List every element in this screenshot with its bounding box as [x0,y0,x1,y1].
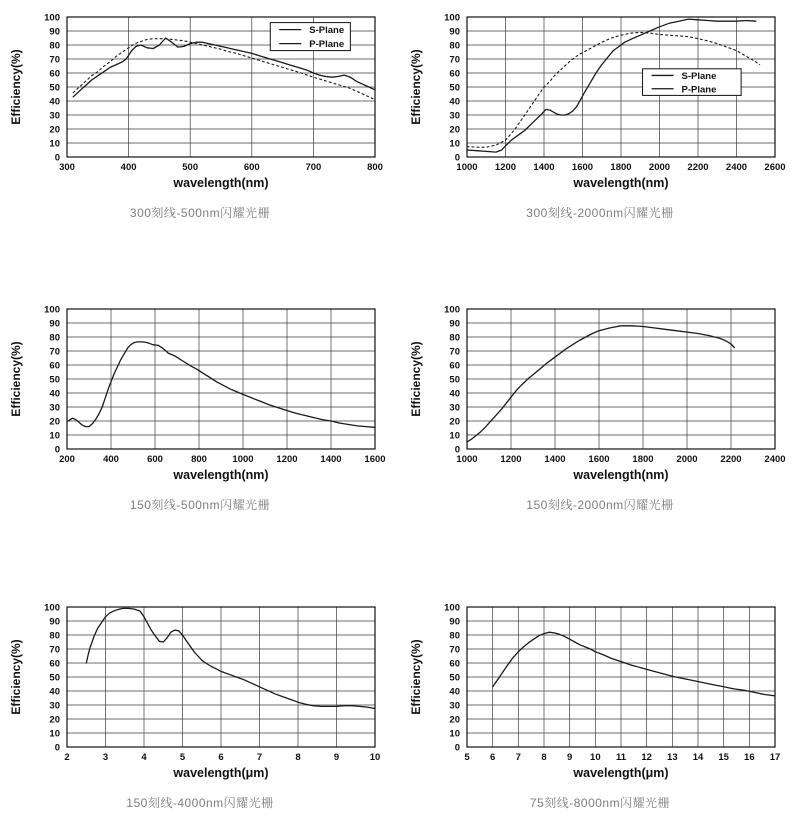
svg-text:50: 50 [49,672,60,684]
svg-text:30: 30 [49,700,60,712]
svg-text:1200: 1200 [494,162,517,173]
x-axis-label: wavelength(μm) [573,766,669,780]
svg-text:80: 80 [449,332,460,344]
svg-text:60: 60 [449,68,460,80]
svg-text:4: 4 [141,752,147,763]
plot-grid [67,309,375,449]
svg-text:70: 70 [449,54,460,66]
svg-text:40: 40 [49,96,60,108]
svg-text:50: 50 [449,82,460,94]
svg-text:8: 8 [295,752,301,763]
svg-text:20: 20 [449,124,460,136]
svg-text:10: 10 [49,728,60,740]
series-efficiency-line [493,632,775,696]
svg-text:10: 10 [49,430,60,442]
svg-text:17: 17 [769,752,781,763]
svg-text:60: 60 [49,360,60,372]
svg-text:600: 600 [147,454,163,465]
chart-150-4000nm-plot [5,595,395,787]
svg-text:10: 10 [449,430,460,442]
svg-text:90: 90 [49,616,60,628]
svg-text:30: 30 [449,402,460,414]
svg-text:80: 80 [49,40,60,52]
x-axis-label: wavelength(nm) [173,468,269,482]
svg-text:1000: 1000 [456,454,478,465]
svg-text:1000: 1000 [456,162,478,173]
svg-text:1200: 1200 [500,454,522,465]
svg-text:80: 80 [449,40,460,52]
svg-text:3: 3 [102,752,109,763]
y-axis-tick-labels [44,603,60,754]
y-axis-label: Efficiency(%) [9,49,23,125]
x-axis-tick-labels [64,752,380,763]
svg-text:7: 7 [515,752,521,763]
chart-150-2000nm-plot [405,297,795,489]
svg-text:10: 10 [49,138,60,150]
chart-150-2000nm [400,273,800,546]
y-axis-label: Efficiency(%) [409,49,423,125]
svg-text:40: 40 [449,388,460,400]
chart-caption: 75刻线-8000nm闪耀光栅 [529,796,671,810]
chart-300-2000nm-plot [405,5,795,197]
svg-text:30: 30 [49,402,60,414]
series-efficiency-line [86,608,375,708]
svg-text:80: 80 [49,630,60,642]
svg-text:500: 500 [182,162,199,173]
svg-text:70: 70 [49,644,60,656]
svg-text:1400: 1400 [544,454,566,465]
svg-text:50: 50 [449,374,460,386]
svg-text:30: 30 [449,110,460,122]
svg-text:2200: 2200 [687,162,709,173]
y-axis-tick-labels [444,13,460,164]
y-axis-label: Efficiency(%) [409,341,423,417]
svg-text:50: 50 [49,374,60,386]
svg-text:10: 10 [449,728,460,740]
svg-text:1200: 1200 [276,454,298,465]
svg-text:6: 6 [490,752,496,763]
x-axis-label: wavelength(nm) [573,468,669,482]
plot-grid [67,607,375,747]
y-axis-tick-labels [444,603,460,754]
svg-text:0: 0 [454,444,460,456]
svg-text:20: 20 [49,416,60,428]
svg-text:50: 50 [49,82,60,94]
chart-300-500nm [0,0,400,273]
svg-text:14: 14 [692,752,704,763]
svg-text:9: 9 [333,752,340,763]
legend-entry-label: S-Plane [309,25,345,37]
y-axis-label: Efficiency(%) [9,639,23,715]
legend [643,69,742,96]
svg-text:200: 200 [59,454,75,465]
x-axis-label: wavelength(nm) [173,176,269,190]
svg-text:40: 40 [49,388,60,400]
svg-text:1600: 1600 [588,454,610,465]
chart-75-8000nm-plot [405,595,795,787]
svg-text:400: 400 [103,454,119,465]
svg-text:300: 300 [59,162,75,173]
svg-text:80: 80 [49,332,60,344]
svg-text:70: 70 [449,346,460,358]
svg-text:80: 80 [449,630,460,642]
svg-text:30: 30 [49,110,60,122]
svg-text:0: 0 [54,444,60,456]
svg-text:60: 60 [49,658,60,670]
svg-text:16: 16 [744,752,755,763]
svg-text:1400: 1400 [320,454,342,465]
svg-text:5: 5 [464,752,470,763]
y-axis-tick-labels [44,13,60,164]
svg-text:8: 8 [541,752,547,763]
svg-text:100: 100 [444,304,460,316]
svg-text:700: 700 [305,162,322,173]
svg-text:20: 20 [49,714,60,726]
svg-text:0: 0 [54,152,60,164]
svg-text:20: 20 [449,416,460,428]
svg-text:20: 20 [449,714,460,726]
chart-300-500nm-plot [5,5,395,197]
svg-text:20: 20 [49,124,60,136]
svg-text:0: 0 [454,742,460,754]
svg-text:2400: 2400 [764,454,786,465]
svg-text:70: 70 [49,346,60,358]
svg-text:1600: 1600 [364,454,386,465]
chart-150-4000nm [0,546,400,819]
legend-entry-label: S-Plane [681,70,717,82]
svg-text:7: 7 [256,752,263,763]
svg-text:40: 40 [449,686,460,698]
svg-text:2200: 2200 [720,454,742,465]
chart-caption: 150刻线-500nm闪耀光栅 [129,498,271,512]
chart-150-500nm [0,273,400,546]
svg-text:10: 10 [369,752,381,763]
svg-text:11: 11 [615,752,627,763]
svg-text:100: 100 [44,304,60,316]
svg-text:1000: 1000 [232,454,254,465]
svg-text:2000: 2000 [676,454,698,465]
svg-text:40: 40 [49,686,60,698]
svg-text:90: 90 [49,26,60,38]
svg-text:1800: 1800 [632,454,654,465]
legend [270,23,350,51]
x-axis-label: wavelength(μm) [173,766,269,780]
svg-text:800: 800 [367,162,383,173]
chart-300-2000nm [400,0,800,273]
svg-text:90: 90 [449,616,460,628]
y-axis-label: Efficiency(%) [9,341,23,417]
svg-text:1800: 1800 [610,162,632,173]
legend-entry-label: P-Plane [309,39,345,51]
chart-caption: 300刻线-500nm闪耀光栅 [129,206,271,220]
svg-text:50: 50 [449,672,460,684]
svg-text:90: 90 [449,318,460,330]
series-efficiency-line [68,342,375,427]
svg-text:100: 100 [44,12,60,24]
svg-text:2: 2 [64,752,70,763]
chart-caption: 300刻线-2000nm闪耀光栅 [526,206,674,220]
svg-text:90: 90 [449,26,460,38]
svg-text:10: 10 [590,752,601,763]
y-axis-tick-labels [444,305,460,456]
svg-text:100: 100 [44,602,60,614]
svg-text:13: 13 [667,752,678,763]
y-axis-label: Efficiency(%) [409,639,423,715]
x-axis-tick-labels [456,162,785,173]
svg-text:60: 60 [449,360,460,372]
svg-text:400: 400 [120,162,137,173]
svg-text:70: 70 [449,644,460,656]
chart-caption: 150刻线-4000nm闪耀光栅 [126,796,274,810]
svg-text:600: 600 [243,162,260,173]
series-efficiency-line [467,326,734,442]
svg-text:40: 40 [449,96,460,108]
svg-text:15: 15 [718,752,729,763]
x-axis-tick-labels [456,454,785,465]
svg-text:2400: 2400 [725,162,748,173]
y-axis-tick-labels [44,305,60,456]
svg-text:2600: 2600 [764,162,786,173]
legend-entry-label: P-Plane [681,84,717,96]
svg-text:0: 0 [454,152,460,164]
svg-text:100: 100 [444,602,460,614]
svg-text:90: 90 [49,318,60,330]
svg-text:2000: 2000 [648,162,671,173]
svg-text:60: 60 [449,658,460,670]
svg-text:6: 6 [218,752,224,763]
svg-text:100: 100 [444,12,460,24]
svg-text:0: 0 [54,742,60,754]
svg-text:1400: 1400 [533,162,555,173]
svg-text:12: 12 [641,752,652,763]
svg-text:800: 800 [191,454,207,465]
svg-text:60: 60 [49,68,60,80]
svg-text:5: 5 [179,752,186,763]
svg-text:70: 70 [49,54,60,66]
x-axis-tick-labels [59,162,383,173]
x-axis-label: wavelength(nm) [573,176,669,190]
chart-75-8000nm [400,546,800,819]
svg-text:1600: 1600 [571,162,594,173]
svg-text:10: 10 [449,138,460,150]
chart-caption: 150刻线-2000nm闪耀光栅 [526,498,674,512]
chart-150-500nm-plot [5,297,395,489]
svg-text:30: 30 [449,700,460,712]
x-axis-tick-labels [59,454,386,465]
x-axis-tick-labels [464,752,780,763]
plot-grid [467,309,775,449]
svg-text:9: 9 [567,752,573,763]
plot-grid [467,607,775,747]
